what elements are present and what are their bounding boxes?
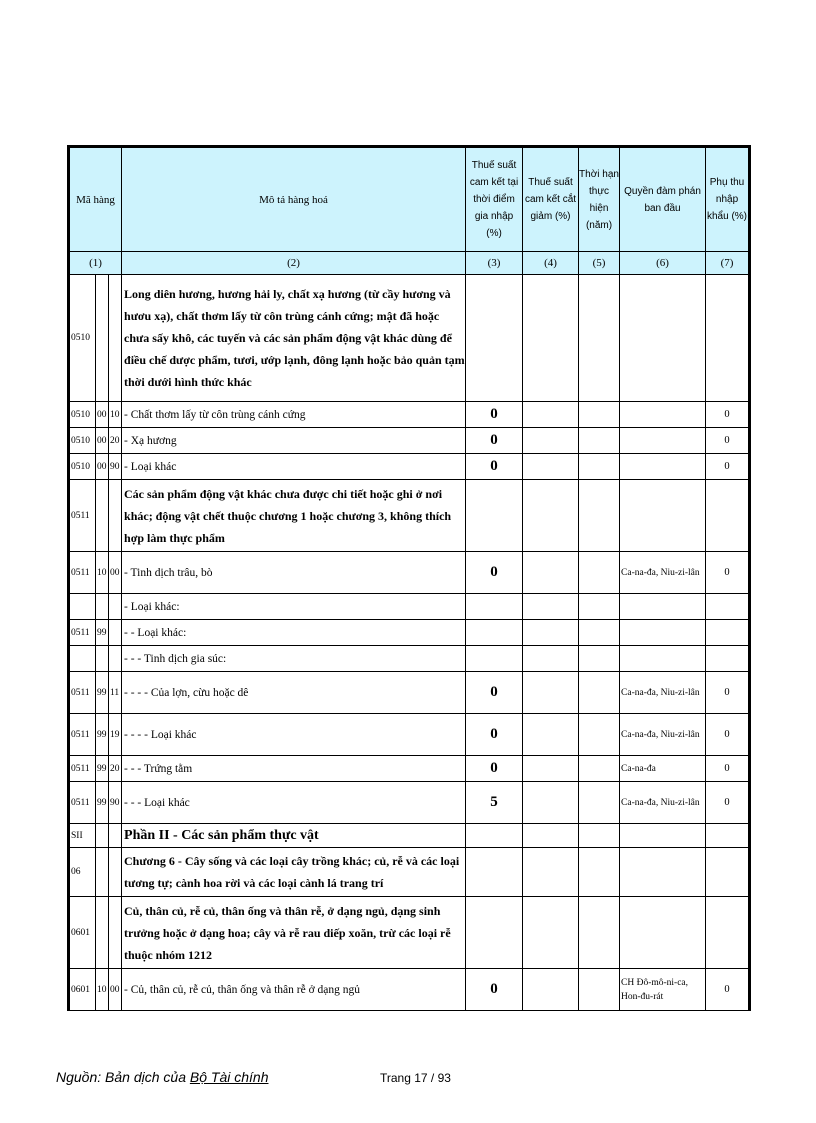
description-cell: - Loại khác <box>122 454 466 480</box>
table-row <box>69 428 750 454</box>
subheading-code <box>96 275 109 402</box>
subheading-code: 99 <box>96 672 109 714</box>
description-cell: Long diên hương, hương hải ly, chất xạ hương (từ cầy hương và hươu xạ), chất thơm lấy từ côn trùng cánh cứng; mật đã hoặc chưa sấy khô, các tuyến và các sản phẩm động vật khác dùng để điều chế dược phẩm, tươi, ướp lạnh, đông lạnh hoặc bảo quản tạm thời dưới hình thức khác <box>122 275 466 402</box>
period-cell <box>579 646 620 672</box>
section-row <box>69 824 750 848</box>
rate-cell: 0 <box>466 402 523 428</box>
subheading-code: 00 <box>96 428 109 454</box>
surcharge-cell: 0 <box>706 672 750 714</box>
heading-code <box>69 646 96 672</box>
column-number: (1) <box>69 252 122 275</box>
description-cell: Các sản phẩm động vật khác chưa được chi tiết hoặc ghi ở nơi khác; động vật chết thuộc chương 1 hoặc chương 3, không thích hợp làm thực phẩm <box>122 480 466 552</box>
surcharge-cell <box>706 594 750 620</box>
surcharge-cell <box>706 646 750 672</box>
negotiating-rights-cell <box>620 620 706 646</box>
item-code <box>109 480 122 552</box>
rate-cell: 0 <box>466 454 523 480</box>
bound-rate-cell <box>523 402 579 428</box>
period-cell <box>579 480 620 552</box>
rate-cell <box>466 480 523 552</box>
description-cell: - Tinh dịch trâu, bò <box>122 552 466 594</box>
subheading-code: 99 <box>96 782 109 824</box>
column-number-row <box>69 252 750 275</box>
header-negotiating-rights: Quyền đàm phán ban đầu <box>620 147 706 252</box>
item-code <box>109 646 122 672</box>
header-row <box>69 147 750 252</box>
item-code: 90 <box>109 454 122 480</box>
subheading-code: 00 <box>96 454 109 480</box>
period-cell <box>579 782 620 824</box>
item-code: 00 <box>109 969 122 1011</box>
negotiating-rights-cell: Ca-na-đa, Niu-zi-lân <box>620 714 706 756</box>
heading-code: 0511 <box>69 756 96 782</box>
header-implementation-period: Thời hạn thực hiện (năm) <box>579 147 620 252</box>
rate-cell <box>466 824 523 848</box>
negotiating-rights-cell <box>620 646 706 672</box>
period-cell <box>579 620 620 646</box>
item-code <box>109 848 122 897</box>
description-cell: - - Loại khác: <box>122 620 466 646</box>
item-code: 00 <box>109 552 122 594</box>
subheading-code: 10 <box>96 969 109 1011</box>
item-code <box>109 824 122 848</box>
table-row <box>69 646 750 672</box>
header-rate-on-accession: Thuế suất cam kết tại thời điểm gia nhập (%) <box>466 147 523 252</box>
heading-code <box>69 594 96 620</box>
subheading-code <box>96 824 109 848</box>
bound-rate-cell <box>523 454 579 480</box>
subheading-code: 99 <box>96 620 109 646</box>
section-title: Phần II - Các sản phẩm thực vật <box>122 824 466 848</box>
description-cell: Củ, thân củ, rễ củ, thân ống và thân rễ, ở dạng ngủ, dạng sinh trưởng hoặc ở dạng hoa; cây và rễ rau diếp xoăn, trừ các loại rễ thuộc nhóm 1212 <box>122 897 466 969</box>
item-code: 90 <box>109 782 122 824</box>
negotiating-rights-cell <box>620 402 706 428</box>
surcharge-cell: 0 <box>706 454 750 480</box>
table-row <box>69 402 750 428</box>
negotiating-rights-cell: Ca-na-đa, Niu-zi-lân <box>620 552 706 594</box>
header-description: Mô tả hàng hoá <box>122 147 466 252</box>
rate-cell: 0 <box>466 672 523 714</box>
bound-rate-cell <box>523 756 579 782</box>
bound-rate-cell <box>523 824 579 848</box>
column-number: (5) <box>579 252 620 275</box>
table-row <box>69 714 750 756</box>
period-cell <box>579 672 620 714</box>
section-code: SII <box>69 824 96 848</box>
table-row <box>69 969 750 1011</box>
bound-rate-cell <box>523 969 579 1011</box>
period-cell <box>579 848 620 897</box>
header-import-surcharge: Phụ thu nhập khẩu (%) <box>706 147 750 252</box>
column-number: (4) <box>523 252 579 275</box>
negotiating-rights-cell <box>620 428 706 454</box>
heading-code: 0601 <box>69 897 96 969</box>
table-row <box>69 897 750 969</box>
column-number: (3) <box>466 252 523 275</box>
rate-cell: 5 <box>466 782 523 824</box>
chapter-code: 06 <box>69 848 96 897</box>
table-row <box>69 756 750 782</box>
surcharge-cell: 0 <box>706 428 750 454</box>
heading-code: 0601 <box>69 969 96 1011</box>
bound-rate-cell <box>523 646 579 672</box>
rate-cell: 0 <box>466 756 523 782</box>
rate-cell: 0 <box>466 552 523 594</box>
item-code: 11 <box>109 672 122 714</box>
subheading-code: 00 <box>96 402 109 428</box>
heading-code: 0511 <box>69 672 96 714</box>
table-row <box>69 480 750 552</box>
bound-rate-cell <box>523 428 579 454</box>
column-number: (2) <box>122 252 466 275</box>
bound-rate-cell <box>523 620 579 646</box>
surcharge-cell <box>706 824 750 848</box>
item-code <box>109 620 122 646</box>
rate-cell <box>466 848 523 897</box>
negotiating-rights-cell <box>620 480 706 552</box>
description-cell: - - - Tinh dịch gia súc: <box>122 646 466 672</box>
chapter-row <box>69 848 750 897</box>
table-row <box>69 552 750 594</box>
description-cell: - Xạ hương <box>122 428 466 454</box>
subheading-code <box>96 594 109 620</box>
heading-code: 0511 <box>69 782 96 824</box>
heading-code: 0511 <box>69 480 96 552</box>
table-row <box>69 620 750 646</box>
bound-rate-cell <box>523 897 579 969</box>
header-bound-rate: Thuế suất cam kết cắt giảm (%) <box>523 147 579 252</box>
rate-cell <box>466 620 523 646</box>
rate-cell: 0 <box>466 969 523 1011</box>
item-code: 19 <box>109 714 122 756</box>
subheading-code <box>96 646 109 672</box>
surcharge-cell: 0 <box>706 552 750 594</box>
heading-code: 0510 <box>69 402 96 428</box>
heading-code: 0510 <box>69 428 96 454</box>
footer-page-number: Trang 17 / 93 <box>380 1071 451 1085</box>
tariff-table <box>67 145 751 1011</box>
surcharge-cell: 0 <box>706 782 750 824</box>
table-row <box>69 594 750 620</box>
description-cell: - Củ, thân củ, rễ củ, thân ống và thân rễ ở dạng ngủ <box>122 969 466 1011</box>
negotiating-rights-cell: CH Đô-mô-ni-ca, Hon-đu-rát <box>620 969 706 1011</box>
subheading-code <box>96 848 109 897</box>
negotiating-rights-cell <box>620 594 706 620</box>
subheading-code: 10 <box>96 552 109 594</box>
heading-code: 0511 <box>69 714 96 756</box>
bound-rate-cell <box>523 714 579 756</box>
period-cell <box>579 714 620 756</box>
bound-rate-cell <box>523 782 579 824</box>
item-code: 10 <box>109 402 122 428</box>
footer-source-prefix: Nguồn: Bản dịch của <box>56 1069 190 1085</box>
subheading-code: 99 <box>96 756 109 782</box>
period-cell <box>579 428 620 454</box>
description-cell: - - - Loại khác <box>122 782 466 824</box>
rate-cell <box>466 594 523 620</box>
item-code <box>109 897 122 969</box>
period-cell <box>579 824 620 848</box>
negotiating-rights-cell: Ca-na-đa <box>620 756 706 782</box>
negotiating-rights-cell <box>620 824 706 848</box>
surcharge-cell <box>706 848 750 897</box>
period-cell <box>579 594 620 620</box>
negotiating-rights-cell <box>620 275 706 402</box>
chapter-title: Chương 6 - Cây sống và các loại cây trồng khác; củ, rễ và các loại tương tự; cành hoa rời và các loại cành lá trang trí <box>122 848 466 897</box>
period-cell <box>579 275 620 402</box>
bound-rate-cell <box>523 848 579 897</box>
description-cell: - - - - Của lợn, cừu hoặc dê <box>122 672 466 714</box>
negotiating-rights-cell: Ca-na-đa, Niu-zi-lân <box>620 782 706 824</box>
subheading-code <box>96 480 109 552</box>
footer-source <box>56 1069 268 1085</box>
subheading-code <box>96 897 109 969</box>
header-code: Mã hàng <box>69 147 122 252</box>
description-cell: - - - - Loại khác <box>122 714 466 756</box>
period-cell <box>579 454 620 480</box>
surcharge-cell <box>706 620 750 646</box>
negotiating-rights-cell <box>620 454 706 480</box>
table-row <box>69 454 750 480</box>
rate-cell: 0 <box>466 714 523 756</box>
period-cell <box>579 897 620 969</box>
bound-rate-cell <box>523 594 579 620</box>
surcharge-cell <box>706 275 750 402</box>
heading-code: 0510 <box>69 275 96 402</box>
bound-rate-cell <box>523 480 579 552</box>
heading-code: 0511 <box>69 552 96 594</box>
rate-cell <box>466 275 523 402</box>
period-cell <box>579 756 620 782</box>
item-code <box>109 275 122 402</box>
item-code <box>109 594 122 620</box>
rate-cell <box>466 646 523 672</box>
subheading-code: 99 <box>96 714 109 756</box>
surcharge-cell: 0 <box>706 402 750 428</box>
heading-code: 0510 <box>69 454 96 480</box>
table-row <box>69 275 750 402</box>
negotiating-rights-cell <box>620 848 706 897</box>
period-cell <box>579 969 620 1011</box>
period-cell <box>579 402 620 428</box>
item-code: 20 <box>109 756 122 782</box>
table-row <box>69 782 750 824</box>
surcharge-cell: 0 <box>706 714 750 756</box>
negotiating-rights-cell <box>620 897 706 969</box>
bound-rate-cell <box>523 672 579 714</box>
column-number: (7) <box>706 252 750 275</box>
item-code: 20 <box>109 428 122 454</box>
footer-source-org: Bộ Tài chính <box>189 1069 269 1085</box>
surcharge-cell: 0 <box>706 756 750 782</box>
heading-code: 0511 <box>69 620 96 646</box>
column-number: (6) <box>620 252 706 275</box>
description-cell: - Chất thơm lấy từ côn trùng cánh cứng <box>122 402 466 428</box>
surcharge-cell: 0 <box>706 969 750 1011</box>
rate-cell: 0 <box>466 428 523 454</box>
negotiating-rights-cell: Ca-na-đa, Niu-zi-lân <box>620 672 706 714</box>
surcharge-cell <box>706 897 750 969</box>
description-cell: - Loại khác: <box>122 594 466 620</box>
rate-cell <box>466 897 523 969</box>
period-cell <box>579 552 620 594</box>
surcharge-cell <box>706 480 750 552</box>
bound-rate-cell <box>523 275 579 402</box>
description-cell: - - - Trứng tằm <box>122 756 466 782</box>
bound-rate-cell <box>523 552 579 594</box>
table-row <box>69 672 750 714</box>
